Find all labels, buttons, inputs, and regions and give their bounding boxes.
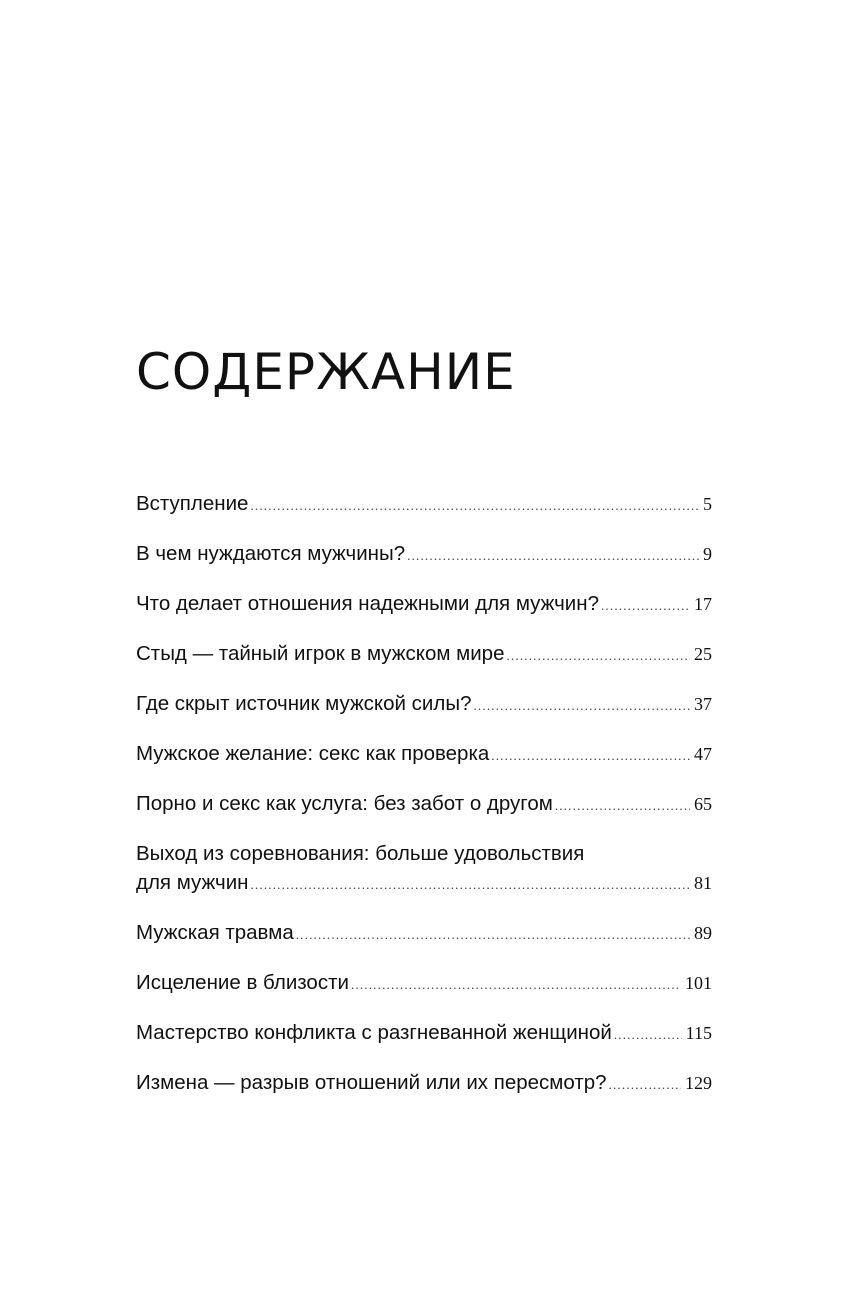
toc-entry xyxy=(136,489,712,520)
toc-entry xyxy=(136,589,712,620)
toc-entry-title: Исцеление в близости xyxy=(136,971,349,994)
toc-dot-leader xyxy=(506,639,690,670)
toc-entry-page-number: 81 xyxy=(694,873,712,893)
toc-entry-title: Порно и секс как услуга: без забот о другом xyxy=(136,792,553,815)
toc-dot-leader xyxy=(609,1068,681,1099)
toc-entry-row xyxy=(136,1018,712,1049)
toc-entry xyxy=(136,639,712,670)
toc-entry-page-number: 5 xyxy=(703,494,712,514)
toc-dot-leader xyxy=(614,1018,682,1049)
toc-entry xyxy=(136,789,712,820)
toc-dot-leader xyxy=(491,739,690,770)
toc-entry xyxy=(136,968,712,999)
toc-entry-row xyxy=(136,739,712,770)
toc-heading: СОДЕРЖАНИЕ xyxy=(136,343,516,401)
toc-entry-page-number: 129 xyxy=(685,1073,712,1093)
toc-entry-page-number: 47 xyxy=(694,744,712,764)
toc-entry-page-number: 89 xyxy=(694,923,712,943)
toc-entry xyxy=(136,839,712,899)
toc-entry-title: для мужчин xyxy=(136,871,249,894)
toc-entry-row xyxy=(136,689,712,720)
toc-entry xyxy=(136,539,712,570)
toc-entry-title: Вступление xyxy=(136,492,249,515)
toc-dot-leader xyxy=(407,539,699,570)
toc-entry-row xyxy=(136,918,712,949)
toc-entry-page-number: 37 xyxy=(694,694,712,714)
toc-entry-row xyxy=(136,489,712,520)
toc-entry-row xyxy=(136,1068,712,1099)
toc-entry-row xyxy=(136,589,712,620)
toc-dot-leader xyxy=(601,589,690,620)
toc-dot-leader xyxy=(250,489,699,520)
toc-entry-row xyxy=(136,639,712,670)
toc-entry-row xyxy=(136,789,712,820)
toc-entry-title: Мужское желание: секс как проверка xyxy=(136,742,490,765)
toc-entry-page-number: 17 xyxy=(694,594,712,614)
toc-entry xyxy=(136,1068,712,1099)
toc-entry-page-number: 25 xyxy=(694,644,712,664)
toc-dot-leader xyxy=(351,968,681,999)
toc-entry xyxy=(136,689,712,720)
toc-entry-title: Измена — разрыв отношений или их пересмотр? xyxy=(136,1071,607,1094)
toc-entry-title: Мужская травма xyxy=(136,921,294,944)
toc-dot-leader xyxy=(555,789,690,820)
toc-entry-page-number: 9 xyxy=(703,544,712,564)
toc-entry-title: Стыд — тайный игрок в мужском мире xyxy=(136,642,505,665)
toc-entry-page-number: 101 xyxy=(685,973,712,993)
toc-entry-page-number: 115 xyxy=(685,1023,712,1043)
toc-entry xyxy=(136,1018,712,1049)
toc-dot-leader xyxy=(473,689,690,720)
toc-entry-row xyxy=(136,539,712,570)
toc-entry-row xyxy=(136,868,712,899)
toc-entry-title-line: Выход из соревнования: больше удовольствия xyxy=(136,842,585,865)
toc-dot-leader xyxy=(250,868,690,899)
toc-dot-leader xyxy=(296,918,690,949)
toc-entry-title: Что делает отношения надежными для мужчин? xyxy=(136,592,599,615)
toc-entry xyxy=(136,739,712,770)
toc-entry xyxy=(136,918,712,949)
toc-entry-title: Где скрыт источник мужской силы? xyxy=(136,692,472,715)
toc-entry-page-number: 65 xyxy=(694,794,712,814)
toc-entry-row xyxy=(136,968,712,999)
table-of-contents xyxy=(136,489,712,1118)
toc-entry-title: В чем нуждаются мужчины? xyxy=(136,542,406,565)
toc-entry-title: Мастерство конфликта с разгневанной женщиной xyxy=(136,1021,612,1044)
